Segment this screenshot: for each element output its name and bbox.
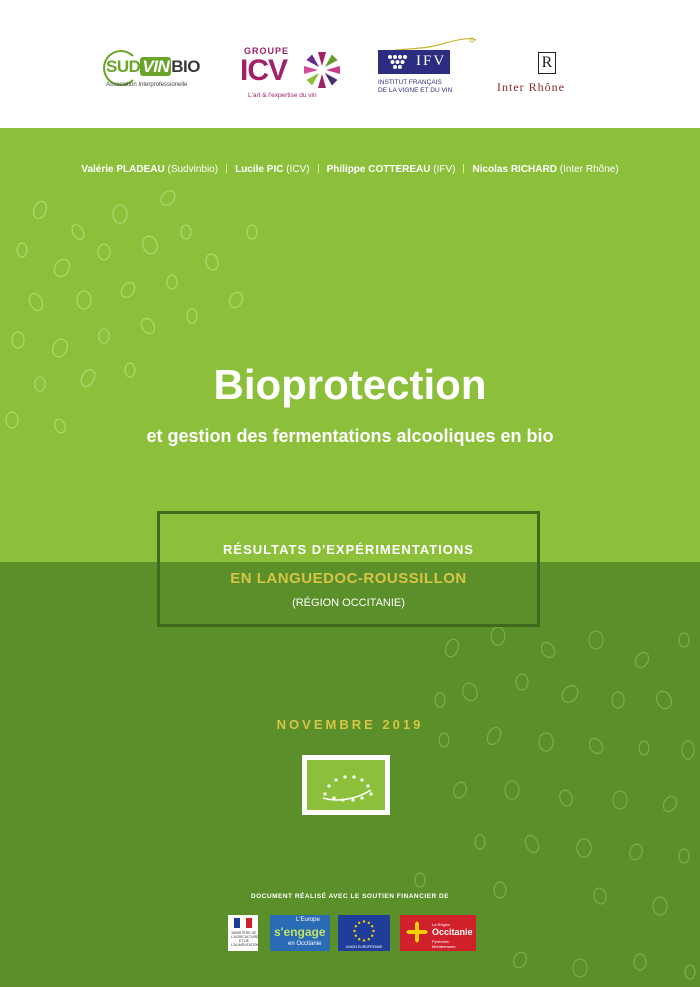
inter-rhone-mark: R	[538, 52, 556, 74]
eu-stars-icon	[352, 919, 376, 943]
occitanie-line2: Occitanie	[432, 927, 473, 937]
icv-tagline: L'art & l'expertise du vin	[248, 92, 317, 99]
header-logos	[0, 0, 700, 128]
ifv-name: IFV	[416, 53, 447, 69]
results-region: EN LANGUEDOC-ROUSSILLON	[230, 570, 467, 587]
ministry-text: MINISTÈRE DE L'AGRICULTURE ET DE L'ALIMENTATION	[231, 931, 259, 947]
results-heading: RÉSULTATS D'EXPÉRIMENTATIONS	[223, 542, 474, 557]
ifv-line1: INSTITUT FRANÇAIS	[378, 79, 442, 86]
results-box	[157, 511, 540, 627]
author-4: Nicolas RICHARD (Inter Rhône)	[472, 164, 619, 175]
ifv-grapes-icon	[384, 53, 412, 71]
authors-line	[0, 164, 700, 175]
occitan-cross-icon	[406, 921, 428, 943]
document-subtitle: et gestion des fermentations alcooliques en bio	[146, 426, 554, 446]
europe-engage-logo	[270, 915, 330, 951]
publication-date: NOVEMBRE 2019	[276, 717, 424, 732]
eu-organic-logo	[302, 755, 390, 815]
french-flag-icon	[234, 918, 252, 928]
inter-rhone-name: Inter Rhône	[497, 80, 565, 94]
ifv-badge	[378, 50, 450, 74]
occitanie-line1: La Région	[432, 922, 451, 927]
icv-groupe: GROUPE	[244, 46, 290, 56]
occitanie-line3: Pyrénées · Méditerranée	[432, 939, 456, 949]
region-occitanie-logo	[400, 915, 476, 951]
republique-francaise-logo	[228, 915, 258, 951]
ifv-logo	[374, 36, 478, 106]
europe-engage-line1: L'Europe	[296, 917, 320, 923]
author-1: Valérie PLADEAU (Sudvinbio)	[81, 164, 219, 175]
inter-rhone-logo	[492, 52, 604, 98]
sudvinbio-tagline: Association Interprofessionelle	[106, 82, 188, 88]
europe-engage-line2: s'engage	[274, 925, 326, 939]
eu-organic-leaf-icon	[307, 760, 385, 810]
document-title: Bioprotection	[213, 361, 487, 408]
sudvinbio-sud: SUD	[106, 57, 141, 76]
author-3: Philippe COTTEREAU (IFV)	[326, 164, 456, 175]
eu-text: UNION EUROPÉENNE	[345, 945, 383, 949]
support-text: DOCUMENT RÉALISÉ AVEC LE SOUTIEN FINANCIER DE	[250, 893, 449, 900]
sudvinbio-vin: VIN	[142, 57, 170, 76]
sudvinbio-bio: BIO	[171, 57, 200, 76]
union-europeenne-logo	[338, 915, 390, 951]
europe-engage-line3: en Occitanie	[288, 941, 322, 947]
author-2: Lucile PIC (ICV)	[235, 164, 310, 175]
author-separator	[226, 164, 227, 173]
results-subregion: (RÉGION OCCITANIE)	[292, 597, 405, 609]
ifv-line2: DE LA VIGNE ET DU VIN	[378, 87, 453, 94]
icv-logo	[238, 46, 358, 102]
light-green-band	[0, 128, 700, 562]
sudvinbio-logo	[106, 54, 202, 94]
author-separator	[318, 164, 319, 173]
author-separator	[463, 164, 464, 173]
icv-name: ICV	[240, 54, 288, 87]
icv-flower-icon	[302, 50, 342, 90]
